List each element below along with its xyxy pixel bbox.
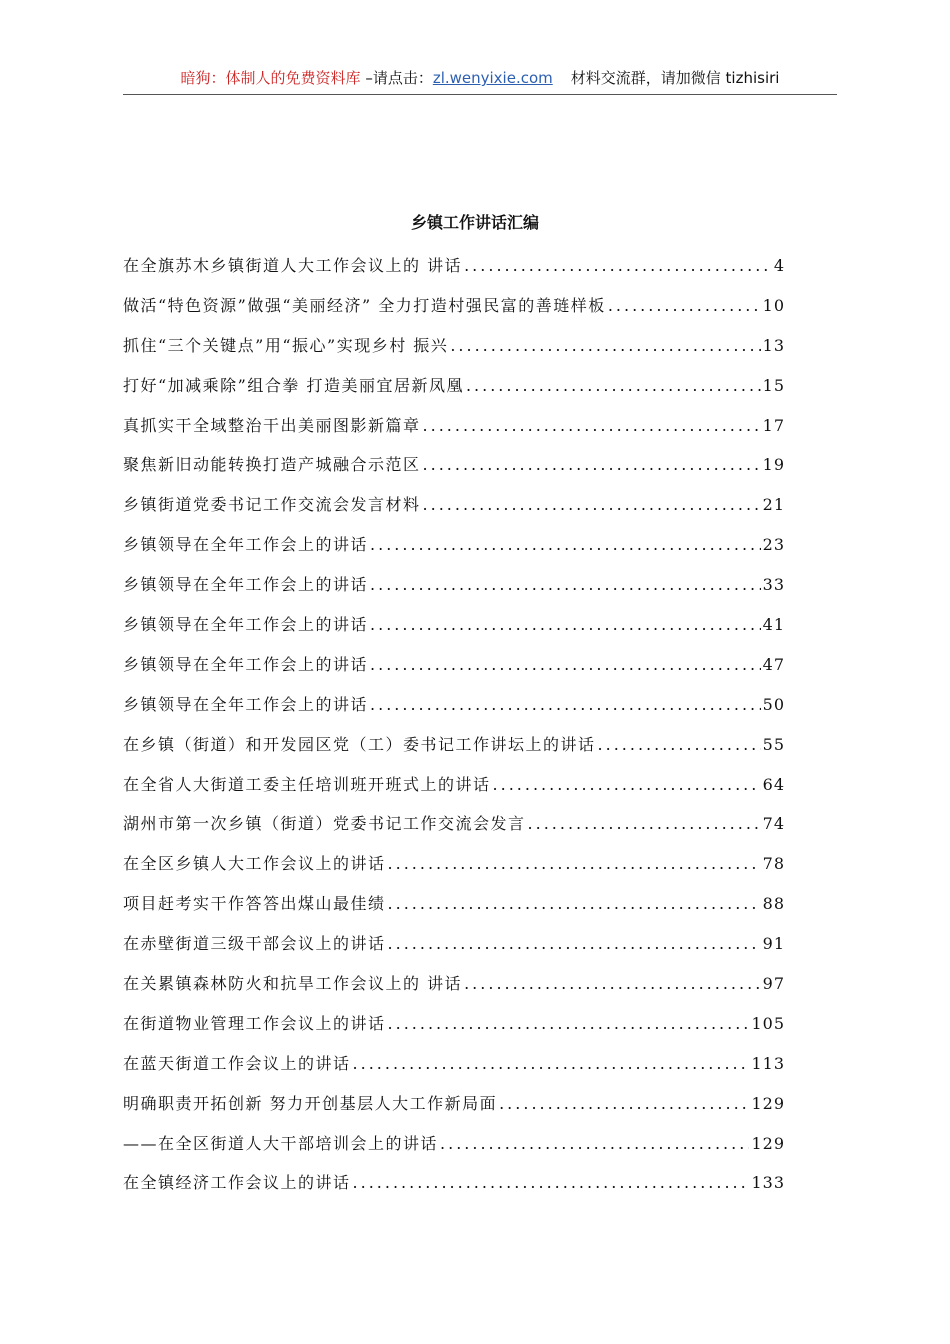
toc-entry-page: 33 <box>762 575 785 595</box>
toc-entry[interactable] <box>123 451 785 491</box>
toc-entry[interactable] <box>123 1010 785 1050</box>
toc-leader-dots <box>499 1090 749 1118</box>
header-separator: –请点击： <box>360 69 433 87</box>
toc-entry-title: 打好“加减乘除”组合拳 打造美丽宜居新凤凰 <box>123 375 464 395</box>
toc-leader-dots <box>464 252 772 280</box>
toc-leader-dots <box>370 611 761 639</box>
header-note: 材料交流群，请加微信 tizhisiri <box>570 69 780 87</box>
toc-entry-page: 78 <box>762 854 785 874</box>
toc-entry[interactable] <box>123 651 785 691</box>
toc-entry-title: 在蓝天街道工作会议上的讲话 <box>123 1053 351 1073</box>
toc-leader-dots <box>388 1010 750 1038</box>
toc-entry[interactable] <box>123 531 785 571</box>
header-brand: 暗狗：体制人的免费资料库 <box>180 69 361 87</box>
toc-entry-page: 88 <box>762 894 785 914</box>
toc-entry-title: 在乡镇（街道）和开发园区党（工）委书记工作讲坛上的讲话 <box>123 734 596 754</box>
toc-entry[interactable] <box>123 372 785 412</box>
document-title: 乡镇工作讲话汇编 <box>410 213 539 232</box>
toc-leader-dots <box>464 970 761 998</box>
toc-entry-title: 在全省人大街道工委主任培训班开班式上的讲话 <box>123 774 491 794</box>
toc-entry-page: 17 <box>762 415 785 435</box>
toc-entry[interactable] <box>123 1050 785 1090</box>
toc-entry-title: 抓住“三个关键点”用“振心”实现乡村 振兴 <box>123 335 449 355</box>
toc-leader-dots <box>466 372 761 400</box>
toc-entry-page: 97 <box>762 974 785 994</box>
toc-entry[interactable] <box>123 930 785 970</box>
toc-entry-title: 在赤壁街道三级干部会议上的讲话 <box>123 934 386 954</box>
toc-entry[interactable] <box>123 1130 785 1170</box>
toc-leader-dots <box>353 1050 750 1078</box>
toc-entry[interactable] <box>123 491 785 531</box>
toc-entry-page: 19 <box>762 455 785 475</box>
toc-entry-page: 64 <box>762 774 785 794</box>
toc-leader-dots <box>370 691 761 719</box>
toc-leader-dots <box>423 412 761 440</box>
toc-entry[interactable] <box>123 890 785 930</box>
toc-entry-page: 23 <box>762 535 785 555</box>
toc-entry-title: 聚焦新旧动能转换打造产城融合示范区 <box>123 455 421 475</box>
toc-entry-page: 21 <box>762 495 785 515</box>
toc-entry[interactable] <box>123 691 785 731</box>
toc-entry-title: 在关累镇森林防火和抗旱工作会议上的 讲话 <box>123 974 463 994</box>
toc-entry-title: 在街道物业管理工作会议上的讲话 <box>123 1013 386 1033</box>
toc-leader-dots <box>388 890 761 918</box>
toc-entry[interactable] <box>123 292 785 332</box>
toc-entry[interactable] <box>123 771 785 811</box>
toc-entry[interactable] <box>123 252 785 292</box>
toc-entry-page: 55 <box>762 734 785 754</box>
toc-entry[interactable] <box>123 332 785 372</box>
toc-entry-title: 乡镇领导在全年工作会上的讲话 <box>123 535 369 555</box>
toc-entry-title: 乡镇领导在全年工作会上的讲话 <box>123 575 369 595</box>
toc-entry-page: 41 <box>762 615 785 635</box>
toc-leader-dots <box>388 930 761 958</box>
toc-entry[interactable] <box>123 1090 785 1130</box>
toc-entry-title: 乡镇领导在全年工作会上的讲话 <box>123 615 369 635</box>
toc-entry-title: 项目赶考实干作答答出煤山最佳绩 <box>123 894 386 914</box>
toc-entry[interactable] <box>123 1169 785 1209</box>
toc-entry-title: 在全旗苏木乡镇街道人大工作会议上的 讲话 <box>123 256 463 275</box>
toc-leader-dots <box>423 491 761 519</box>
header-link[interactable]: zl.wenyixie.com <box>432 69 553 87</box>
toc-entry-title: 明确职责开拓创新 努力开创基层人大工作新局面 <box>123 1093 498 1113</box>
toc-entry-title: 在全区乡镇人大工作会议上的讲话 <box>123 854 386 874</box>
toc-entry-page: 4 <box>773 256 785 275</box>
toc-entry-page: 105 <box>751 1013 785 1033</box>
toc-entry-page: 129 <box>751 1133 785 1153</box>
toc-leader-dots <box>423 451 761 479</box>
table-of-contents <box>123 252 785 1209</box>
toc-entry-title: 真抓实干全域整治干出美丽图影新篇章 <box>123 415 421 435</box>
toc-entry-title: 乡镇街道党委书记工作交流会发言材料 <box>123 495 421 515</box>
toc-entry[interactable] <box>123 412 785 452</box>
toc-entry[interactable] <box>123 810 785 850</box>
toc-entry-page: 50 <box>762 694 785 714</box>
toc-entry[interactable] <box>123 611 785 651</box>
toc-entry-page: 133 <box>751 1173 785 1193</box>
toc-leader-dots <box>388 850 761 878</box>
toc-entry-title: 乡镇领导在全年工作会上的讲话 <box>123 654 369 674</box>
toc-entry-title: 在全镇经济工作会议上的讲话 <box>123 1173 351 1193</box>
toc-entry-title: 做活“特色资源”做强“美丽经济” 全力打造村强民富的善琏样板 <box>123 295 606 315</box>
toc-entry[interactable] <box>123 970 785 1010</box>
toc-entry[interactable] <box>123 731 785 771</box>
toc-entry-page: 15 <box>762 375 785 395</box>
toc-leader-dots <box>608 292 761 320</box>
toc-entry-title: ——在全区街道人大干部培训会上的讲话 <box>123 1133 439 1153</box>
toc-entry-page: 47 <box>762 654 785 674</box>
toc-leader-dots <box>528 810 761 838</box>
toc-leader-dots <box>353 1169 750 1197</box>
toc-entry-page: 74 <box>762 814 785 834</box>
toc-entry-page: 113 <box>751 1053 785 1073</box>
toc-entry-page: 10 <box>762 295 785 315</box>
toc-entry-page: 129 <box>751 1093 785 1113</box>
toc-leader-dots <box>370 571 761 599</box>
toc-leader-dots <box>370 531 761 559</box>
toc-leader-dots <box>598 731 761 759</box>
toc-entry-title: 湖州市第一次乡镇（街道）党委书记工作交流会发言 <box>123 814 526 834</box>
toc-entry-title: 乡镇领导在全年工作会上的讲话 <box>123 694 369 714</box>
toc-entry-page: 13 <box>762 335 785 355</box>
toc-entry-page: 91 <box>762 934 785 954</box>
toc-entry[interactable] <box>123 571 785 611</box>
toc-leader-dots <box>493 771 761 799</box>
toc-leader-dots <box>450 332 760 360</box>
toc-leader-dots <box>440 1130 749 1158</box>
toc-entry[interactable] <box>123 850 785 890</box>
page-header <box>123 66 837 95</box>
toc-leader-dots <box>370 651 761 679</box>
